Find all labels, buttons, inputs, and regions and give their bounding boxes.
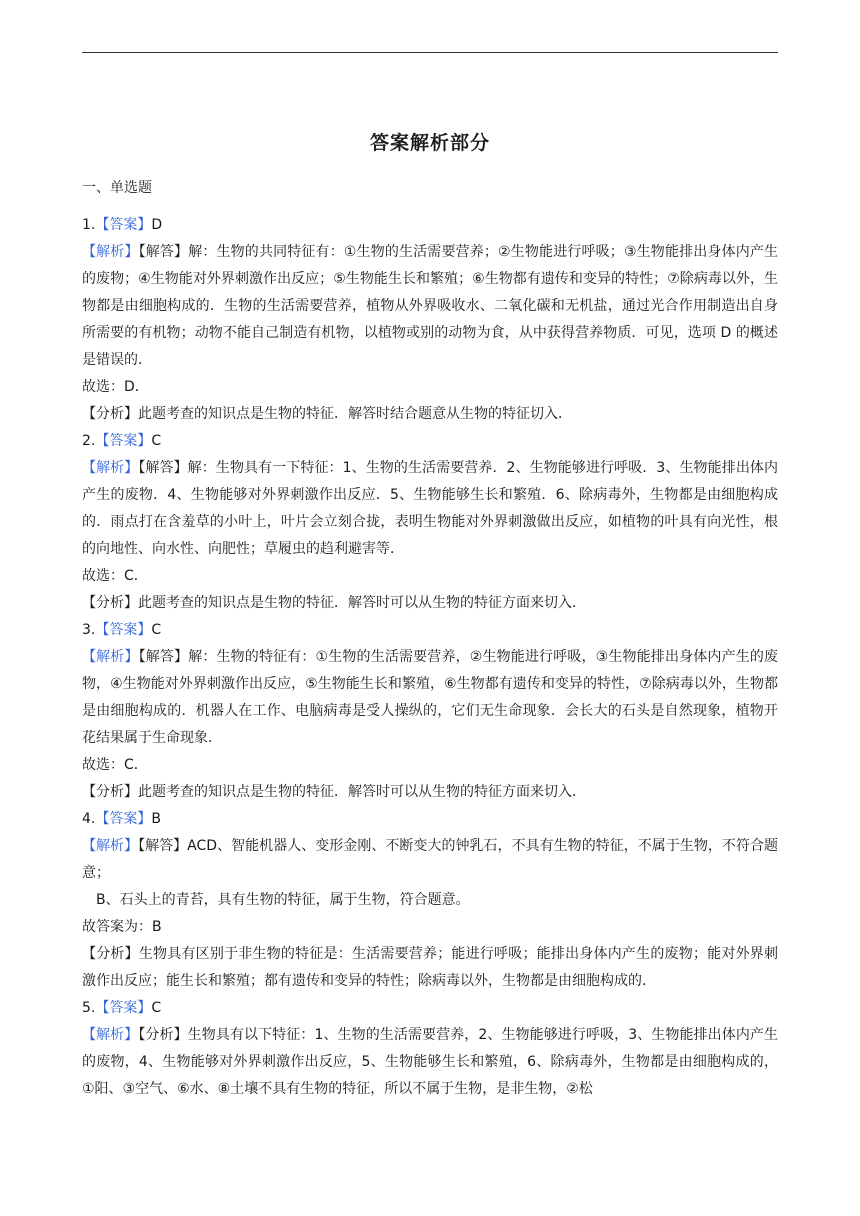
analysis-text: 【解答】解：生物的共同特征有：①生物的生活需要营养；②生物能进行呼吸；③生物能排出身体内产生的废物；④生物能对外界刺激作出反应；⑤生物能生长和繁殖；⑥生物都有遗传和变异的特性；⑦除病毒以外，生物都是由细胞构成的．生物的生活需要营养，植物从外界吸收水、二氧化碳和无机盐，通过光合作用制造出自身所需要的有机物；动物不能自己制造有机物，以植物或别的动物为食，从中获得营养物质．可见，选项 D 的概述是错误的． xyxy=(82,244,779,368)
analysis-tag: 【解析】 xyxy=(82,1027,139,1043)
analysis-paragraph xyxy=(82,833,778,887)
answer-line xyxy=(82,806,778,833)
choice-line: 故选：D． xyxy=(82,379,149,395)
question-block-3 xyxy=(82,617,778,806)
header-rule xyxy=(82,52,778,53)
question-number: 2. xyxy=(82,433,96,449)
answer-tag: 【答案】 xyxy=(95,811,152,827)
analysis-tag: 【解析】 xyxy=(82,244,139,260)
answer-tag: 【答案】 xyxy=(95,217,152,233)
question-block-4 xyxy=(82,806,778,995)
answer-tag: 【答案】 xyxy=(95,622,152,638)
answer-value: D xyxy=(151,217,163,233)
question-block-2 xyxy=(82,428,778,617)
question-number: 1. xyxy=(82,217,96,233)
answer-value: C xyxy=(151,622,162,638)
analysis-text: 【解答】ACD、智能机器人、变形金刚、不断变大的钟乳石，不具有生物的特征，不属于生物，不符合题意； xyxy=(82,838,778,881)
answer-value: B xyxy=(151,811,161,827)
page-title: 答案解析部分 xyxy=(369,132,490,154)
answer-line xyxy=(82,212,778,239)
analysis-paragraph xyxy=(82,455,778,563)
question-block-5 xyxy=(82,995,778,1103)
choice-line: 故选：C． xyxy=(82,757,148,773)
choice-line: 故答案为：B xyxy=(82,919,162,935)
answer-value: C xyxy=(151,433,162,449)
summary-line: 【分析】生物具有区别于非生物的特征是：生活需要营养；能进行呼吸；能排出身体内产生的废物；能对外界刺激作出反应；能生长和繁殖；都有遗传和变异的特性；除病毒以外，生物都是由细胞构成的． xyxy=(82,946,778,989)
question-number: 3. xyxy=(82,622,96,638)
analysis-tag: 【解析】 xyxy=(82,649,139,665)
answer-value: C xyxy=(151,1000,162,1016)
question-number: 4. xyxy=(82,811,96,827)
analysis-text: 【分析】生物具有以下特征：1、生物的生活需要营养，2、生物能够进行呼吸，3、生物能排出体内产生的废物，4、生物能够对外界刺激作出反应，5、生物能够生长和繁殖，6、除病毒外，生物都是由细胞构成的，①阳、③空气、⑥水、⑧土壤不具有生物的特征，所以不属于生物，是非生物，②松 xyxy=(82,1027,778,1097)
question-block-1 xyxy=(82,212,778,428)
analysis-text: 【解答】解：生物的特征有：①生物的生活需要营养，②生物能进行呼吸，③生物能排出身体内产生的废物，④生物能对外界刺激作出反应，⑤生物能生长和繁殖，⑥生物都有遗传和变异的特性，⑦除病毒以外，生物都是由细胞构成的．机器人在工作、电脑病毒是受人操纵的，它们无生命现象．会长大的石头是自然现象，植物开花结果属于生命现象． xyxy=(82,649,779,746)
analysis-paragraph xyxy=(82,1022,778,1103)
answer-line xyxy=(82,428,778,455)
question-number: 5. xyxy=(82,1000,96,1016)
choice-line: 故选：C． xyxy=(82,568,148,584)
analysis-paragraph xyxy=(82,239,778,374)
answer-line xyxy=(82,995,778,1022)
summary-line: 【分析】此题考查的知识点是生物的特征．解答时可以从生物的特征方面来切入． xyxy=(82,784,586,800)
option-line: B、石头上的青苔，具有生物的特征，属于生物，符合题意。 xyxy=(96,892,470,908)
summary-line: 【分析】此题考查的知识点是生物的特征．解答时可以从生物的特征方面来切入． xyxy=(82,595,586,611)
analysis-tag: 【解析】 xyxy=(82,460,139,476)
answer-tag: 【答案】 xyxy=(95,433,152,449)
answer-content xyxy=(82,175,778,1103)
summary-line: 【分析】此题考查的知识点是生物的特征．解答时结合题意从生物的特征切入． xyxy=(82,406,572,422)
analysis-tag: 【解析】 xyxy=(82,838,139,854)
analysis-paragraph xyxy=(82,644,778,752)
answer-tag: 【答案】 xyxy=(95,1000,152,1016)
answer-line xyxy=(82,617,778,644)
analysis-text: 【解答】解：生物具有一下特征：1、生物的生活需要营养．2、生物能够进行呼吸．3、生物能排出体内产生的废物．4、生物能够对外界刺激作出反应．5、生物能够生长和繁殖．6、除病毒外，生物都是由细胞构成的．雨点打在含羞草的小叶上，叶片会立刻合拢，表明生物能对外界刺激做出反应，如植物的叶具有向光性，根的向地性、向水性、向肥性；草履虫的趋利避害等． xyxy=(82,460,778,557)
section-heading: 一、单选题 xyxy=(82,180,152,196)
